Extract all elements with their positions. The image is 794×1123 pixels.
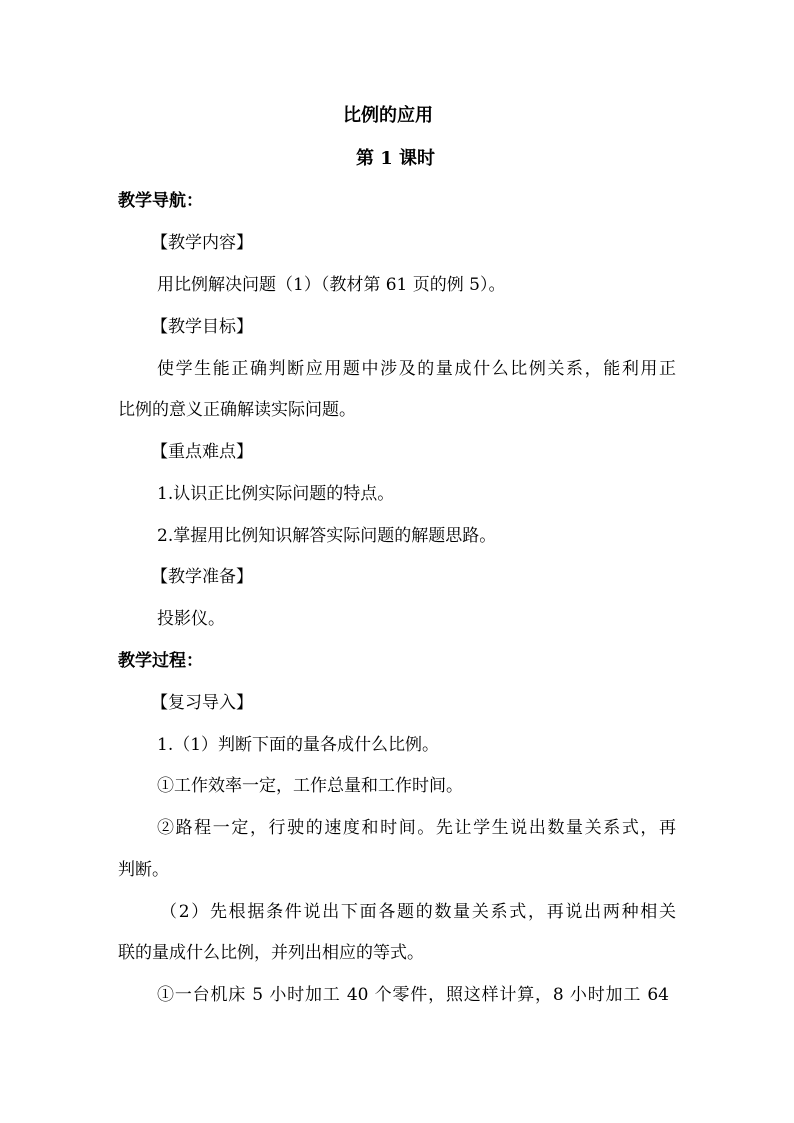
review-question-1-b-line-1: ②路程一定，行驶的速度和时间。先让学生说出数量关系式，再 (157, 818, 676, 838)
review-question-1-a: ①工作效率一定，工作总量和工作时间。 (157, 776, 463, 796)
goal-text-line-1: 使学生能正确判断应用题中涉及的量成什么比例关系，能利用正 (157, 359, 676, 379)
key-item-2: 2.掌握用比例知识解答实际问题的解题思路。 (157, 526, 497, 546)
review-question-2-line-1: （2）先根据条件说出下面各题的数量关系式，再说出两种相关 (160, 902, 676, 922)
goal-heading: 【教学目标】 (151, 317, 253, 337)
review-question-2-line-2: 联的量成什么比例，并列出相应的等式。 (118, 943, 424, 963)
key-heading: 【重点难点】 (151, 442, 253, 462)
review-question-1: 1.（1）判断下面的量各成什么比例。 (157, 735, 440, 755)
prep-heading: 【教学准备】 (151, 567, 253, 587)
document-title: 比例的应用 (343, 105, 433, 126)
review-question-1-b-line-2: 判断。 (118, 860, 169, 880)
content-text: 用比例解决问题（1）（教材第 61 页的例 5）。 (157, 275, 506, 295)
review-heading: 【复习导入】 (151, 693, 253, 713)
review-question-2-a-line-1: ①一台机床 5 小时加工 40 个零件，照这样计算，8 小时加工 64 (157, 985, 669, 1005)
prep-text: 投影仪。 (157, 609, 225, 629)
key-item-1: 1.认识正比例实际问题的特点。 (157, 484, 395, 504)
guide-heading: 教学导航： (118, 191, 203, 211)
goal-text-line-2: 比例的意义正确解读实际问题。 (118, 400, 356, 420)
process-heading: 教学过程： (118, 651, 203, 671)
content-heading: 【教学内容】 (151, 233, 253, 253)
lesson-subtitle: 第 1 课时 (356, 148, 436, 169)
